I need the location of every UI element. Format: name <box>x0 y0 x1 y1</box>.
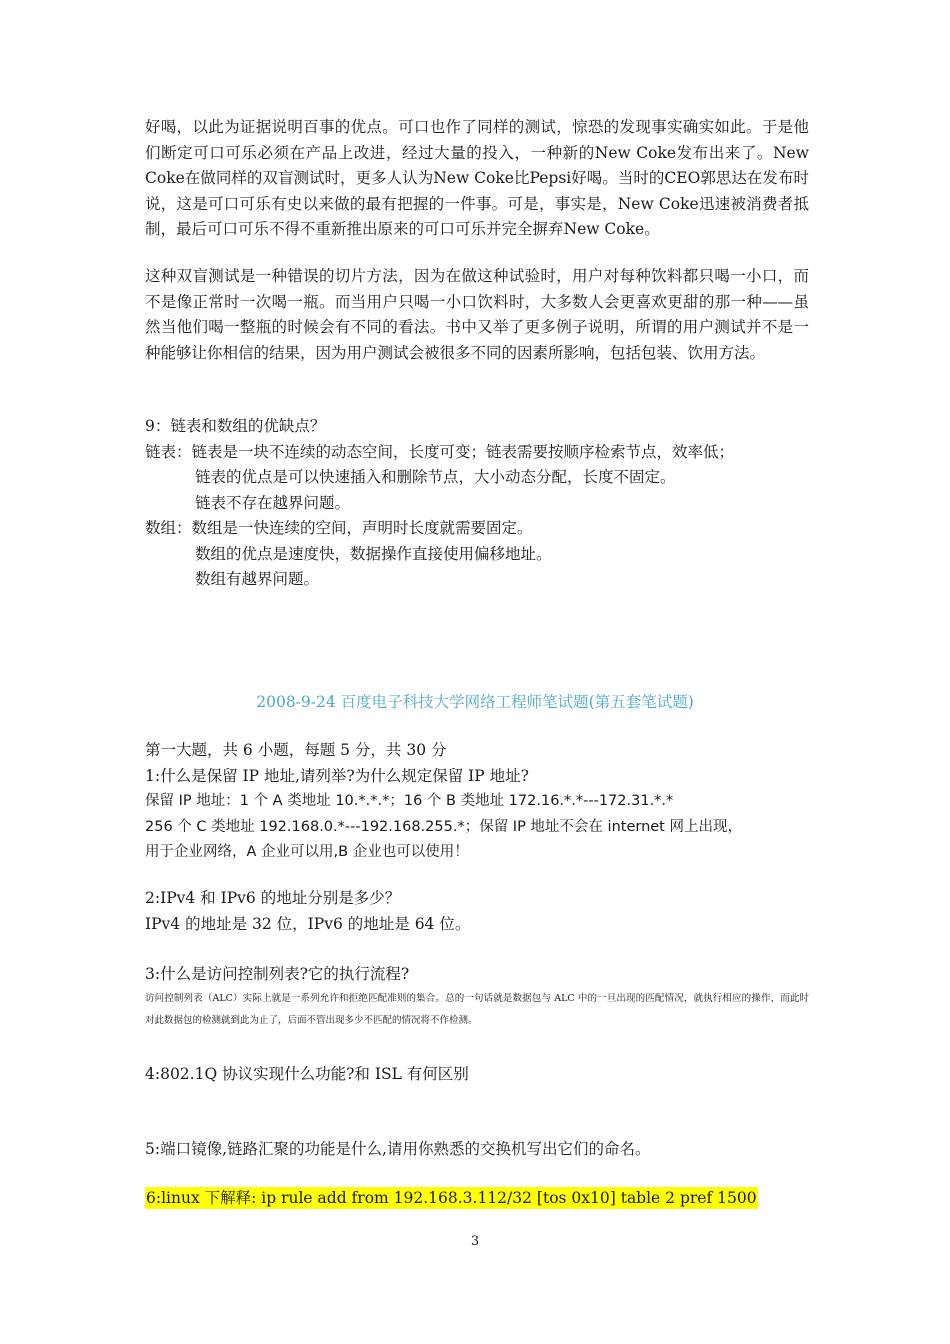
array-advantage: 数组的优点是速度快，数据操作直接使用偏移地址。 <box>195 544 552 563</box>
page-number: 3 <box>470 1234 480 1249</box>
exam-answer-3: 访问控制列表（ALC）实际上就是一系列允许和拒绝匹配准则的集合。总的一句话就是数据包与 ALC 中的一旦出现的匹配情况，就执行相应的操作，而此时对此数据包的检测就到此为止了，后面不管出现多少不匹配的情况将不作检测。 <box>145 992 809 1026</box>
linked-list-line: 链表：链表是一块不连续的动态空间，长度可变；链表需要按顺序检索节点，效率低； <box>145 442 735 461</box>
exam-intro: 第一大题，共 6 小题，每题 5 分，共 30 分 <box>145 741 447 759</box>
section-title: 2008-9-24 百度电子科技大学网络工程师笔试题(第五套笔试题) <box>256 693 694 711</box>
linked-list-advantage: 链表的优点是可以快速插入和删除节点，大小动态分配，长度不固定。 <box>195 468 676 486</box>
exam-q4 <box>145 1062 809 1088</box>
exam-question-2: 2:IPv4 和 IPv6 的地址分别是多少？ <box>145 889 401 907</box>
exam-answer-1-line-3: 用于企业网络，A 企业可以用,B 企业也可以使用！ <box>145 844 469 860</box>
paragraph-new-coke <box>145 115 809 243</box>
paragraph-blind-test <box>145 264 809 366</box>
paragraph-text: 这种双盲测试是一种错误的切片方法，因为在做这种试验时，用户对每种饮料都只喝一小口，而不是像正常时一次喝一瓶。而当用户只喝一小口饮料时，大多数人会更喜欢更甜的那一种——虽然当他们喝一整瓶的时候会有不同的看法。书中又举了更多例子说明，所谓的用户测试并不是一种能够让你相信的结果，因为用户测试会被很多不同的因素所影响，包括包装、饮用方法。 <box>145 267 809 362</box>
exam-q2 <box>145 886 809 937</box>
exam-question-5: 5:端口镜像,链路汇聚的功能是什么,请用你熟悉的交换机写出它们的命名。 <box>145 1140 651 1158</box>
exam-q3 <box>145 962 809 1032</box>
exam-answer-1-line-1: 保留 IP 地址：1 个 A 类地址 10.*.*.*；16 个 B 类地址 172.16.*.*---172.31.*.* <box>145 793 674 809</box>
exam-q6 <box>145 1187 809 1209</box>
exam-answer-1-line-2: 256 个 C 类地址 192.168.0.*---192.168.255.*；保留 IP 地址不会在 internet 网上出现， <box>145 818 742 835</box>
array-line: 数组：数组是一快连续的空间，声明时长度就需要固定。 <box>145 519 533 537</box>
exam-section <box>145 738 809 866</box>
exam-question-1: 1:什么是保留 IP 地址,请列举?为什么规定保留 IP 地址? <box>145 766 529 785</box>
exam-question-6-highlighted: 6:linux 下解释: ip rule add from 192.168.3.112/32 [tos 0x10] table 2 pref 1500 <box>146 1189 757 1207</box>
exam-question-4: 4:802.1Q 协议实现什么功能?和 ISL 有何区别 <box>145 1065 469 1083</box>
question-9 <box>145 414 809 593</box>
exam-question-3: 3:什么是访问控制列表?它的执行流程? <box>145 965 410 983</box>
exam-q5 <box>145 1137 809 1163</box>
linked-list-bounds: 链表不存在越界问题。 <box>195 493 351 512</box>
array-bounds: 数组有越界问题。 <box>195 570 320 588</box>
question-9-heading: 9：链表和数组的优缺点？ <box>145 417 326 435</box>
exam-answer-2: IPv4 的地址是 32 位，IPv6 的地址是 64 位。 <box>145 914 471 933</box>
paragraph-text: 好喝，以此为证据说明百事的优点。可口也作了同样的测试，惊恐的发现事实确实如此。于是他们断定可口可乐必须在产品上改进，经过大量的投入，一种新的New Coke发布出来了。New Coke在做同样的双盲测试时，更多人认为New Coke比Pepsi好喝。当时的CEO郭思达在发布时说，这是可口可乐有史以来做的最有把握的一件事。可是，事实是，New Coke迅速被消费者抵制，最后可口可乐不得不重新推出原来的可口可乐并完全摒弃New Coke。 <box>145 118 809 238</box>
